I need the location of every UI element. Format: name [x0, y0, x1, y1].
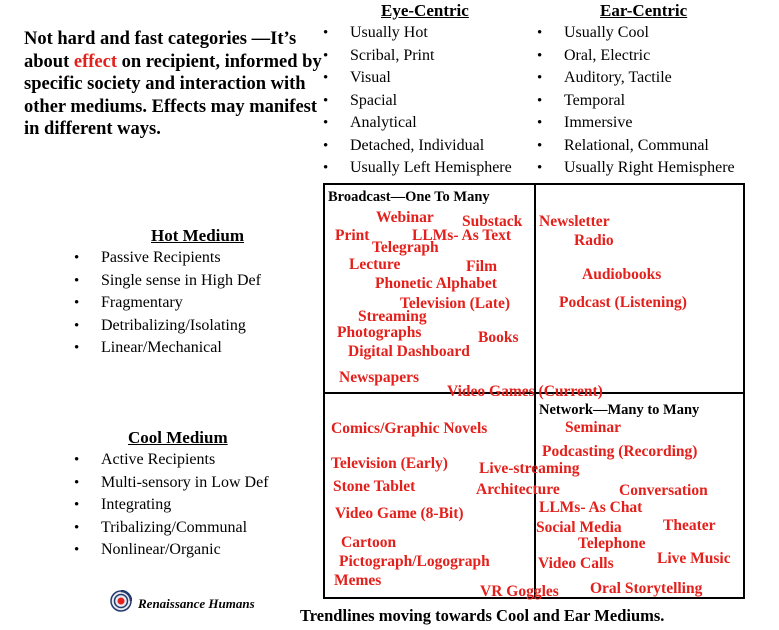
media-label-theater: Theater	[663, 517, 716, 534]
list-item: • Oral, Electric	[537, 45, 735, 68]
media-label-books: Books	[478, 329, 519, 346]
list-item: • Detached, Individual	[323, 135, 512, 158]
list-item: • Analytical	[323, 112, 512, 135]
network-quadrant-title: Network—Many to Many	[539, 402, 700, 418]
media-label-vr-goggles: VR Goggles	[480, 583, 559, 600]
media-label-llms-chat: LLMs- As Chat	[539, 499, 643, 516]
media-label-film: Film	[466, 258, 497, 275]
media-label-podcasting-recording: Podcasting (Recording)	[542, 443, 698, 460]
media-label-digital-dashboard: Digital Dashboard	[348, 343, 470, 360]
media-label-pictograph: Pictograph/Logograph	[339, 553, 490, 570]
media-label-podcast-listening: Podcast (Listening)	[559, 294, 687, 311]
footer-trendline-note: Trendlines moving towards Cool and Ear Mediums.	[300, 606, 665, 625]
logo-text: Renaissance Humans	[138, 595, 255, 611]
grid-left-border	[323, 183, 325, 599]
media-label-comics: Comics/Graphic Novels	[331, 420, 488, 437]
list-item: • Integrating	[74, 494, 269, 517]
media-label-phonetic-alphabet: Phonetic Alphabet	[375, 275, 497, 292]
eye-centric-title: Eye-Centric	[381, 1, 469, 20]
list-item: • Detribalizing/Isolating	[74, 315, 261, 338]
media-label-live-streaming: Live-streaming	[479, 460, 580, 477]
list-item: • Nonlinear/Organic	[74, 539, 269, 562]
media-label-audiobooks: Audiobooks	[582, 266, 662, 283]
list-item: • Usually Left Hemisphere	[323, 157, 512, 180]
list-item: • Scribal, Print	[323, 45, 512, 68]
hot-medium-list	[74, 247, 261, 360]
ear-centric-title: Ear-Centric	[600, 1, 688, 20]
cool-medium-list	[74, 449, 269, 562]
list-item: • Usually Right Hemisphere	[537, 157, 735, 180]
ear-centric-list	[537, 22, 735, 180]
list-item: • Fragmentary	[74, 292, 261, 315]
media-label-photographs: Photographs	[337, 324, 422, 341]
media-label-substack: Substack	[462, 213, 523, 230]
spiral-icon	[110, 590, 132, 617]
list-item: • Active Recipients	[74, 449, 269, 472]
media-label-telephone: Telephone	[578, 535, 646, 552]
list-item: • Relational, Communal	[537, 135, 735, 158]
media-label-video-calls: Video Calls	[538, 555, 614, 572]
grid-right-border	[743, 183, 745, 599]
media-label-television-late: Television (Late)	[400, 295, 511, 312]
media-label-webinar: Webinar	[376, 209, 434, 226]
media-label-video-game-8bit: Video Game (8-Bit)	[335, 505, 464, 522]
intro-accent: effect	[73, 51, 117, 72]
list-item: • Multi-sensory in Low Def	[74, 472, 269, 495]
media-label-newsletter: Newsletter	[539, 213, 610, 230]
media-label-streaming: Streaming	[358, 308, 427, 325]
list-item: • Usually Hot	[323, 22, 512, 45]
media-label-radio: Radio	[574, 232, 614, 249]
intro-text: Not hard and fast categories —It’s about effect on recipient, informed by specific society and interaction with other mediums. Effects may manifest in different ways.	[24, 29, 322, 139]
media-label-live-music: Live Music	[657, 550, 731, 567]
media-label-lecture: Lecture	[349, 256, 401, 273]
media-label-telegraph: Telegraph	[372, 239, 439, 256]
media-label-television-early: Television (Early)	[331, 455, 448, 472]
media-label-social-media: Social Media	[536, 519, 622, 536]
media-label-llms-text: LLMs- As Text	[412, 227, 512, 244]
media-label-cartoon: Cartoon	[341, 534, 397, 551]
media-label-newspapers: Newspapers	[339, 369, 420, 386]
list-item: • Visual	[323, 67, 512, 90]
broadcast-quadrant-title: Broadcast—One To Many	[328, 189, 490, 205]
media-label-seminar: Seminar	[565, 419, 621, 436]
media-label-conversation: Conversation	[619, 482, 708, 499]
media-label-print: Print	[335, 227, 370, 244]
media-label-memes: Memes	[334, 572, 382, 589]
cool-medium-title: Cool Medium	[128, 428, 228, 447]
list-item: • Auditory, Tactile	[537, 67, 735, 90]
eye-centric-list	[323, 22, 512, 180]
media-label-oral-storytelling: Oral Storytelling	[590, 580, 703, 597]
hot-medium-title: Hot Medium	[151, 226, 245, 245]
list-item: • Passive Recipients	[74, 247, 261, 270]
list-item: • Single sense in High Def	[74, 270, 261, 293]
list-item: • Temporal	[537, 90, 735, 113]
list-item: • Usually Cool	[537, 22, 735, 45]
media-label-stone-tablet: Stone Tablet	[333, 478, 416, 495]
media-label-video-games-current: Video Games (Current)	[447, 383, 603, 400]
list-item: • Spacial	[323, 90, 512, 113]
media-label-architecture: Architecture	[476, 481, 560, 498]
list-item: • Tribalizing/Communal	[74, 517, 269, 540]
list-item: • Linear/Mechanical	[74, 337, 261, 360]
list-item: • Immersive	[537, 112, 735, 135]
renaissance-humans-logo	[110, 590, 255, 617]
